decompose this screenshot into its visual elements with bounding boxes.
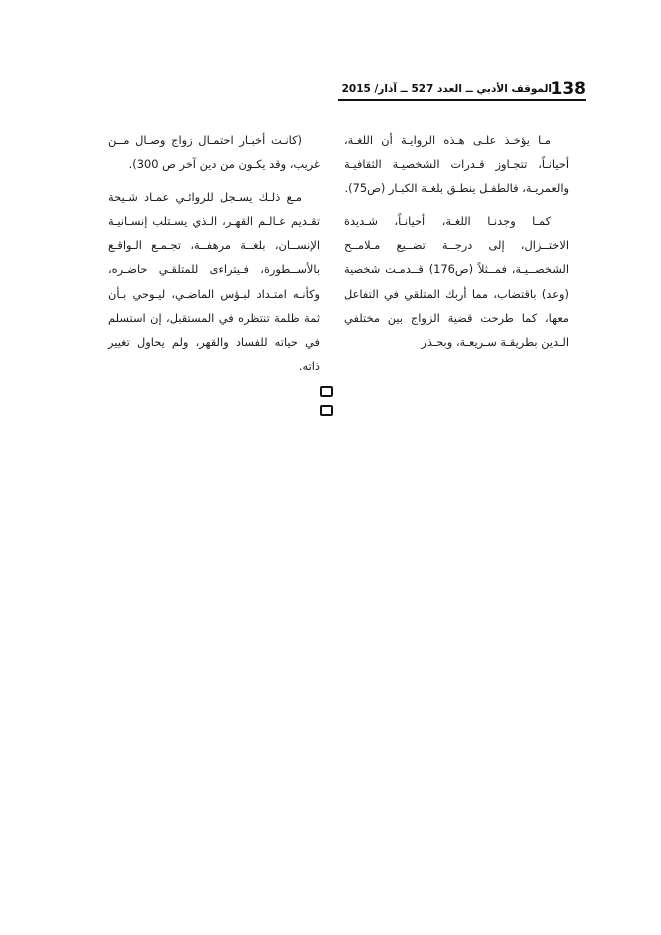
- squares-end-icon: [320, 386, 344, 396]
- header-divider: [338, 99, 586, 101]
- page-number: 138: [550, 79, 586, 99]
- paragraph: مـا يؤخـذ علـى هـذه الروايـة أن اللغـة، أحيانـاً، تتجـاوز قـدرات الشخصيـة الثقافيـة والعمريـة، فالطفـل ينطـق بلغـة الكبـار (ص75).: [344, 133, 569, 196]
- text-column-left: [108, 128, 320, 378]
- running-title: الموقف الأدبي ــ العدد 527 ــ آذار/ 2015: [341, 83, 552, 95]
- paragraph: كمـا وجدنـا اللغـة، أحيانـاً، شـديدة الاختــزال، إلى درجــة تضــيع مـلامــح الشخصــيـة، فمــثلاً (ص176) قــدمـت شخصية (وعد) باقتضاب، مما أربك المتلقي في التفاعل معها، كما طرحت قضية الزواج بين مختلفي الـدين بطريقـة سـريعـة، وبحـذر: [344, 214, 569, 349]
- square-icon: [320, 386, 333, 397]
- paragraph: (كانـت أخبـار احتمـال زواج وصـال مــن غريب، وقد يكـون من دين آخر ص 300).: [108, 133, 320, 172]
- paragraph: مـع ذلـك يسـجل للروائـي عمـاد شـيحة تقـديم عـالـم القهـر، الـذي يسـتلب إنسـانيـة الإنســان، بلغــة مرهفــة، تجـمـع الـواقـع بالأســطورة، فـيتراءى للمتلقـي حاضـره، وكأنـه امتـداد لبـؤس الماضـي، ليـوحي بـأن ثمة ظلمة تنتظره في المستقبل، إن استسلم في حياته للفساد والقهر، ولم يحاول تغيير ذاته.: [108, 190, 320, 373]
- text-column-right: [344, 128, 569, 354]
- square-icon: [320, 405, 333, 416]
